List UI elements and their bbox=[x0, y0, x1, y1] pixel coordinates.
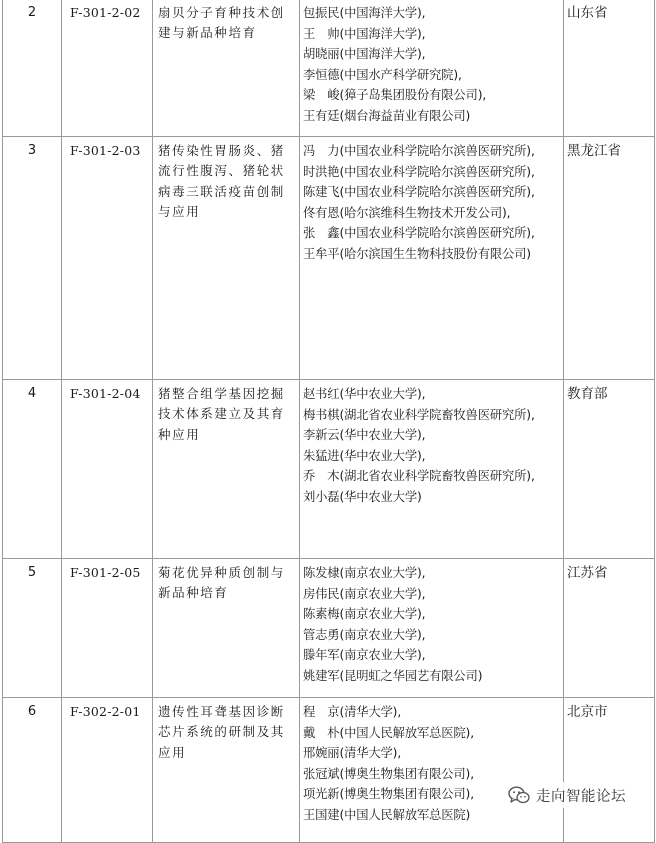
contributor: 赵书红(华中农业大学), bbox=[303, 387, 426, 401]
contributor: 梅书棋(湖北省农业科学院畜牧兽医研究所), bbox=[303, 407, 535, 422]
contributor: 时洪艳(中国农业科学院哈尔滨兽医研究所), bbox=[303, 164, 535, 179]
table-row bbox=[3, 137, 655, 380]
contributors-cell bbox=[300, 0, 564, 137]
contributor: 王国建(中国人民解放军总医院) bbox=[303, 807, 471, 822]
row-number: 5 bbox=[3, 559, 62, 698]
nominating-unit: 北京市 bbox=[564, 698, 655, 843]
contributor: 刘小磊(华中农业大学) bbox=[303, 489, 422, 504]
contributor: 陈建飞(中国农业科学院哈尔滨兽医研究所), bbox=[303, 185, 535, 200]
contributor: 王牟平(哈尔滨国生生物科技股份有限公司) bbox=[303, 246, 531, 261]
contributor: 姚建军(昆明虹之华园艺有限公司) bbox=[303, 668, 483, 683]
contributors-cell bbox=[300, 698, 564, 843]
watermark bbox=[504, 782, 632, 808]
table-row bbox=[3, 559, 655, 698]
contributor: 乔 木(湖北省农业科学院畜牧兽医研究所), bbox=[303, 469, 535, 484]
contributor: 项光新(博奥生物集团有限公司), bbox=[303, 787, 474, 802]
contributor: 戴 朴(中国人民解放军总医院), bbox=[303, 725, 474, 740]
contributor: 胡晓丽(中国海洋大学), bbox=[303, 47, 426, 62]
contributor: 陈发棣(南京农业大学), bbox=[303, 566, 426, 580]
contributor: 邢婉丽(清华大学), bbox=[303, 746, 402, 761]
contributor: 张冠斌(博奥生物集团有限公司), bbox=[303, 766, 474, 781]
contributor: 房伟民(南京农业大学), bbox=[303, 586, 426, 601]
contributor: 张 鑫(中国农业科学院哈尔滨兽医研究所), bbox=[303, 226, 535, 241]
nominating-unit: 山东省 bbox=[564, 0, 655, 137]
nominating-unit: 黑龙江省 bbox=[564, 137, 655, 380]
row-number: 4 bbox=[3, 380, 62, 559]
contributor: 滕年军(南京农业大学), bbox=[303, 648, 426, 663]
table-row bbox=[3, 698, 655, 843]
contributors-cell bbox=[300, 137, 564, 380]
wechat-icon bbox=[508, 786, 530, 804]
nominating-unit: 教育部 bbox=[564, 380, 655, 559]
project-code: F-301-2-03 bbox=[62, 137, 153, 380]
project-code: F-302-2-01 bbox=[62, 698, 153, 843]
contributors-cell bbox=[300, 559, 564, 698]
contributor: 佟有恩(哈尔滨维科生物技术开发公司), bbox=[303, 205, 511, 220]
row-number: 3 bbox=[3, 137, 62, 380]
contributor: 李恒德(中国水产科学研究院), bbox=[303, 67, 462, 82]
project-name: 遗传性耳聋基因诊断芯片系统的研制及其应用 bbox=[153, 698, 300, 843]
contributor: 王有廷(烟台海益苗业有限公司) bbox=[303, 108, 471, 123]
contributor: 陈素梅(南京农业大学), bbox=[303, 607, 426, 622]
nominating-unit: 江苏省 bbox=[564, 559, 655, 698]
contributor: 梁 峻(獐子岛集团股份有限公司), bbox=[303, 88, 487, 103]
contributor: 程 京(清华大学), bbox=[303, 705, 402, 719]
project-name: 菊花优异种质创制与新品种培育 bbox=[153, 559, 300, 698]
contributor: 包振民(中国海洋大学), bbox=[303, 6, 426, 20]
project-name: 扇贝分子育种技术创建与新品种培育 bbox=[153, 0, 300, 137]
row-number: 6 bbox=[3, 698, 62, 843]
contributor: 李新云(华中农业大学), bbox=[303, 428, 426, 443]
contributor: 管志勇(南京农业大学), bbox=[303, 627, 426, 642]
table-row bbox=[3, 0, 655, 137]
project-code: F-301-2-04 bbox=[62, 380, 153, 559]
watermark-text: 走向智能论坛 bbox=[536, 788, 626, 805]
project-name: 猪整合组学基因挖掘技术体系建立及其育种应用 bbox=[153, 380, 300, 559]
project-name: 猪传染性胃肠炎、猪流行性腹泻、猪轮状病毒三联活疫苗创制与应用 bbox=[153, 137, 300, 380]
contributor: 冯 力(中国农业科学院哈尔滨兽医研究所), bbox=[303, 144, 535, 158]
contributors-cell bbox=[300, 380, 564, 559]
contributor: 朱猛进(华中农业大学), bbox=[303, 448, 426, 463]
project-code: F-301-2-02 bbox=[62, 0, 153, 137]
table-row bbox=[3, 380, 655, 559]
project-code: F-301-2-05 bbox=[62, 559, 153, 698]
contributor: 王 帅(中国海洋大学), bbox=[303, 26, 426, 41]
award-table bbox=[2, 0, 655, 843]
row-number: 2 bbox=[3, 0, 62, 137]
